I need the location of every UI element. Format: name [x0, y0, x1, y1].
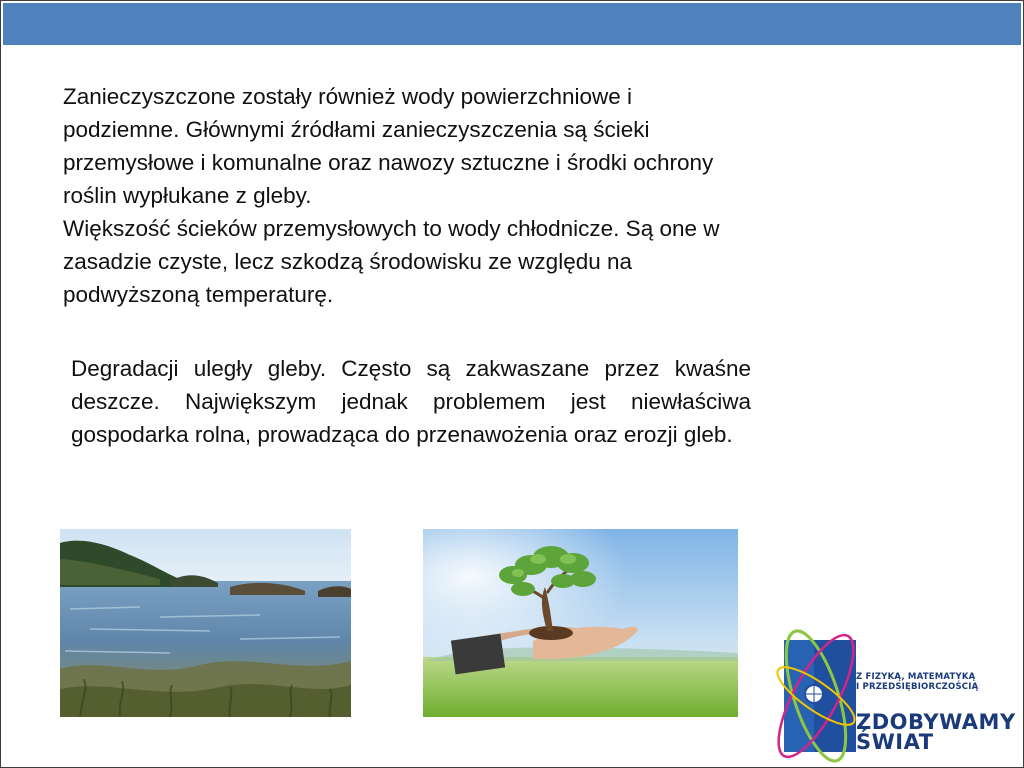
paragraph-soil-degradation: Degradacji uległy gleby. Często są zakwaszane przez kwaśne deszcze. Największym jednak problemem jest niewłaściwa gospodarka rolna, prowadząca do przenawożenia oraz erozji gleb.: [71, 356, 751, 447]
paragraph-line: Większość ścieków przemysłowych to wody chłodnicze. Są one w: [63, 216, 720, 241]
logo-tagline-2: I PRZEDSIĘBIORCZOŚCIĄ: [856, 682, 979, 692]
logo-title-1: ZDOBYWAMY: [856, 710, 1016, 734]
paragraph-line: podwyższoną temperaturę.: [63, 282, 334, 307]
photo-water-coast: [60, 529, 351, 717]
logo-title-2: ŚWIAT: [856, 730, 934, 754]
paragraph-line: podziemne. Głównymi źródłami zanieczyszczenia są ścieki: [63, 117, 650, 142]
paragraph-water-pollution: [63, 80, 913, 311]
paragraph-line: roślin wypłukane z gleby.: [63, 183, 312, 208]
header-bar: [3, 3, 1021, 45]
paragraph-line: Zanieczyszczone zostały również wody powierzchniowe i: [63, 84, 632, 109]
project-logo: [768, 622, 1022, 766]
logo-tagline-1: Z FIZYKĄ, MATEMATYKĄ: [856, 672, 976, 682]
paragraph-line: przemysłowe i komunalne oraz nawozy sztuczne i środki ochrony: [63, 150, 714, 175]
photo-hands-sapling: [423, 529, 738, 717]
paragraph-line: zasadzie czyste, lecz szkodzą środowisku ze względu na: [63, 249, 633, 274]
